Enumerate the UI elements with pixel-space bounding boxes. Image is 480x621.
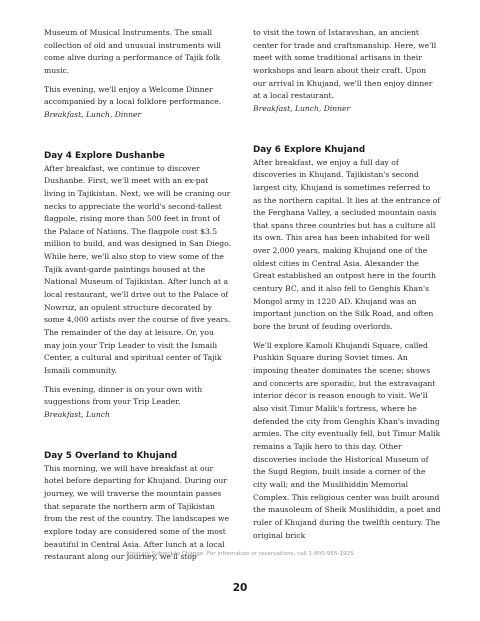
- meals-note: Breakfast, Lunch: [44, 410, 110, 419]
- day-5-heading: Day 5 Overland to Khujand: [44, 450, 178, 461]
- page-number: 20: [232, 582, 248, 594]
- footer-note: Itinerary Subject to Change. For information or reservations, call 1-800-955-1925: [126, 551, 354, 557]
- day-6-heading: Day 6 Explore Khujand: [253, 144, 366, 155]
- left-column: [44, 27, 232, 564]
- meals-note: Breakfast, Lunch, Dinner: [253, 103, 351, 113]
- meals-note: Breakfast, Lunch, Dinner: [44, 109, 142, 119]
- day-4-heading: Day 4 Explore Dushanbe: [44, 150, 165, 161]
- paragraph: Museum of Musical Instruments. The small collection of old and unusual instruments will come alive during a performance of Tajik folk music.: [44, 28, 221, 75]
- right-column: [253, 27, 441, 542]
- paragraph: After breakfast, we continue to discover Dushanbe. First, we'll meet with an ex-pat living in Tajikistan. Next, we will be craning our necks to appreciate the world's second-tallest flagpole, rising more than 500 feet in front of the Palace of Nations. The flagpole cost $3.5 million to build, and was designed in San Diego. While here, we'll also stop to view some of the Tajik avant-garde paintings housed at the National Museum of Tajikistan. After lunch at a local restaurant, we'll drive out to the Palace of Nowruz, an opulent structure decorated by some 4,000 artists over the course of five years. The remainder of the day at leisure. Or, you may join your Trip Leader to visit the Ismaili Center, a cultural and spiritual center of Tajik Ismaili community.: [44, 163, 231, 376]
- paragraph: to visit the town of Istaravshan, an ancient center for trade and craftsmanship. Here, we'll meet with some traditional artisans in their workshops and learn about their craft. Upon our arrival in Khujand, we'll then enjoy dinner at a local restaurant.: [253, 28, 437, 101]
- paragraph: After breakfast, we enjoy a full day of discoveries in Khujand. Tajikistan's second largest city, Khujand is sometimes referred to as the northern capital. It lies at the entrance of the Ferghana Valley, a secluded mountain oasis that spans three countries but has a culture all its own. This area has been inhabited for well over 2,000 years, making Khujand one of the oldest cities in Central Asia. Alexander the Great established an outpost here in the fourth century BC, and it also fell to Genghis Khan's Mongol army in 1220 AD. Khujand was an important junction on the Silk Road, and often bore the brunt of feuding overlords.: [253, 157, 441, 332]
- paragraph: We'll explore Kamoli Khujandi Square, called Pushkin Square during Soviet times. An imposing theater dominates the scene; shows and concerts are sporadic, but the extravagant interior décor is reason enough to visit. We'll also visit Timur Malik's fortress, where he defended the city from Genghis Khan's invading armies. The city eventually fell, but Timur Malik remains a Tajik hero to this day. Other discoveries include the Historical Museum of the Sugd Region, built inside a corner of the city wall; and the Muslihiddin Memorial Complex. This religious center was built around the mausoleum of Sheik Muslihiddin, a poet and ruler of Khujand during the twelfth century. The original brick: [253, 340, 441, 540]
- paragraph: This evening, we'll enjoy a Welcome Dinner accompanied by a local folklore performance.: [44, 84, 222, 107]
- paragraph: This evening, dinner is on your own with suggestions from your Trip Leader.: [44, 384, 203, 407]
- paragraph: This morning, we will have breakfast at our hotel before departing for Khujand. During our journey, we will traverse the mountain passes that separate the northern arm of Tajikistan from the rest of the country. The landscapes we explore today are considered some of the most beautiful in Central Asia. After lunch at a local restaurant along our journey, we'll stop: [44, 463, 230, 562]
